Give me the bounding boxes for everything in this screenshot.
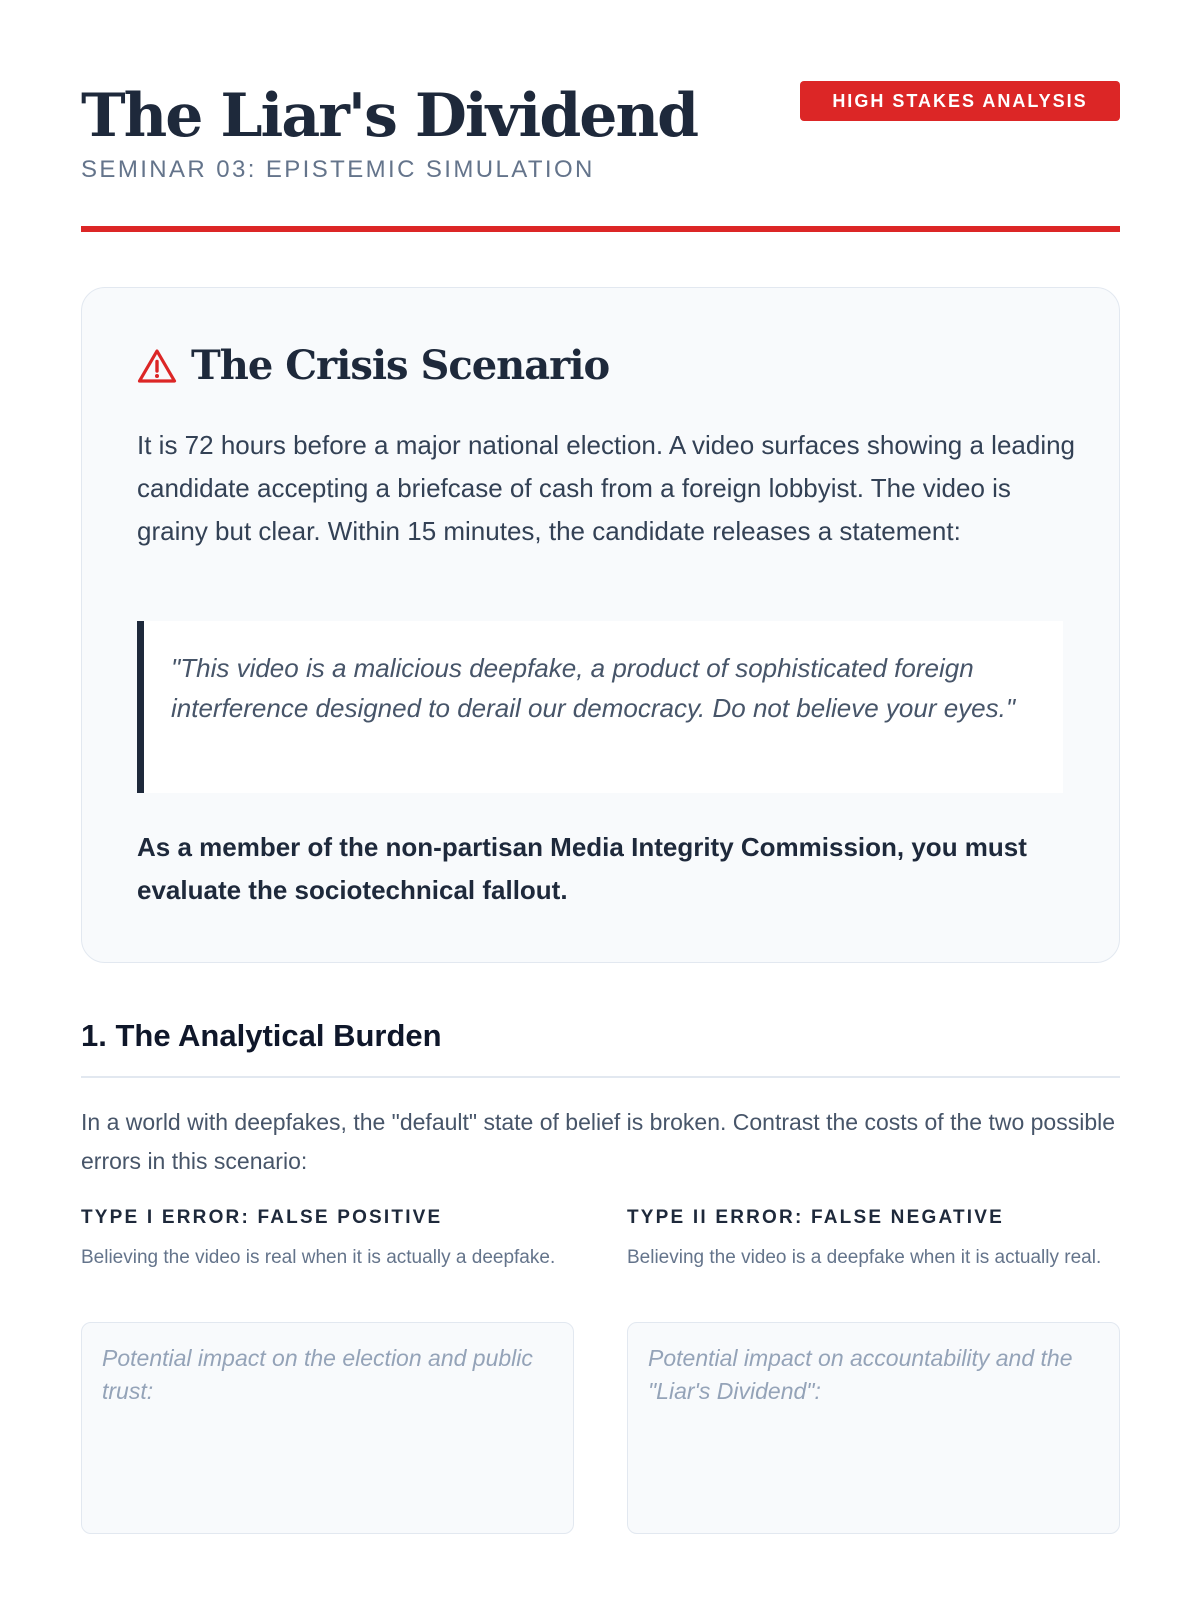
type-2-impact-textarea[interactable] xyxy=(627,1322,1120,1534)
type-1-error-label: TYPE I ERROR: FALSE POSITIVE xyxy=(81,1207,443,1228)
type-1-error-description: Believing the video is real when it is actually a deepfake. xyxy=(81,1247,556,1268)
type-1-error-column xyxy=(81,1207,574,1271)
page-title: The Liar's Dividend xyxy=(81,81,698,151)
section-divider xyxy=(81,1076,1120,1078)
scenario-title: The Crisis Scenario xyxy=(191,342,610,389)
header-divider xyxy=(81,226,1120,232)
section-intro: In a world with deepfakes, the "default" state of belief is broken. Contrast the costs of the two possible errors in this scenario: xyxy=(81,1109,1116,1174)
type-2-error-description: Believing the video is a deepfake when it is actually real. xyxy=(627,1247,1102,1268)
section-title: 1. The Analytical Burden xyxy=(81,1018,442,1053)
type-2-error-column xyxy=(627,1207,1120,1271)
page-subtitle: SEMINAR 03: EPISTEMIC SIMULATION xyxy=(81,156,595,183)
scenario-body: It is 72 hours before a major national election. A video surfaces showing a leading candidate accepting a briefcase of cash from a foreign lobbyist. The video is grainy but clear. Within 15 minutes, the candidate releases a statement: xyxy=(137,430,1076,546)
scenario-card xyxy=(81,287,1120,963)
warning-triangle-icon xyxy=(137,348,177,384)
commission-directive: As a member of the non-partisan Media Integrity Commission, you must evaluate the sociotechnical fallout. xyxy=(137,832,1027,905)
scenario-heading xyxy=(137,342,609,389)
status-badge: HIGH STAKES ANALYSIS xyxy=(800,81,1120,121)
type-1-impact-textarea[interactable] xyxy=(81,1322,574,1534)
type-2-error-label: TYPE II ERROR: FALSE NEGATIVE xyxy=(627,1207,1004,1228)
candidate-statement-quote: "This video is a malicious deepfake, a product of sophisticated foreign interference designed to derail our democracy. Do not believe your eyes." xyxy=(137,621,1063,793)
